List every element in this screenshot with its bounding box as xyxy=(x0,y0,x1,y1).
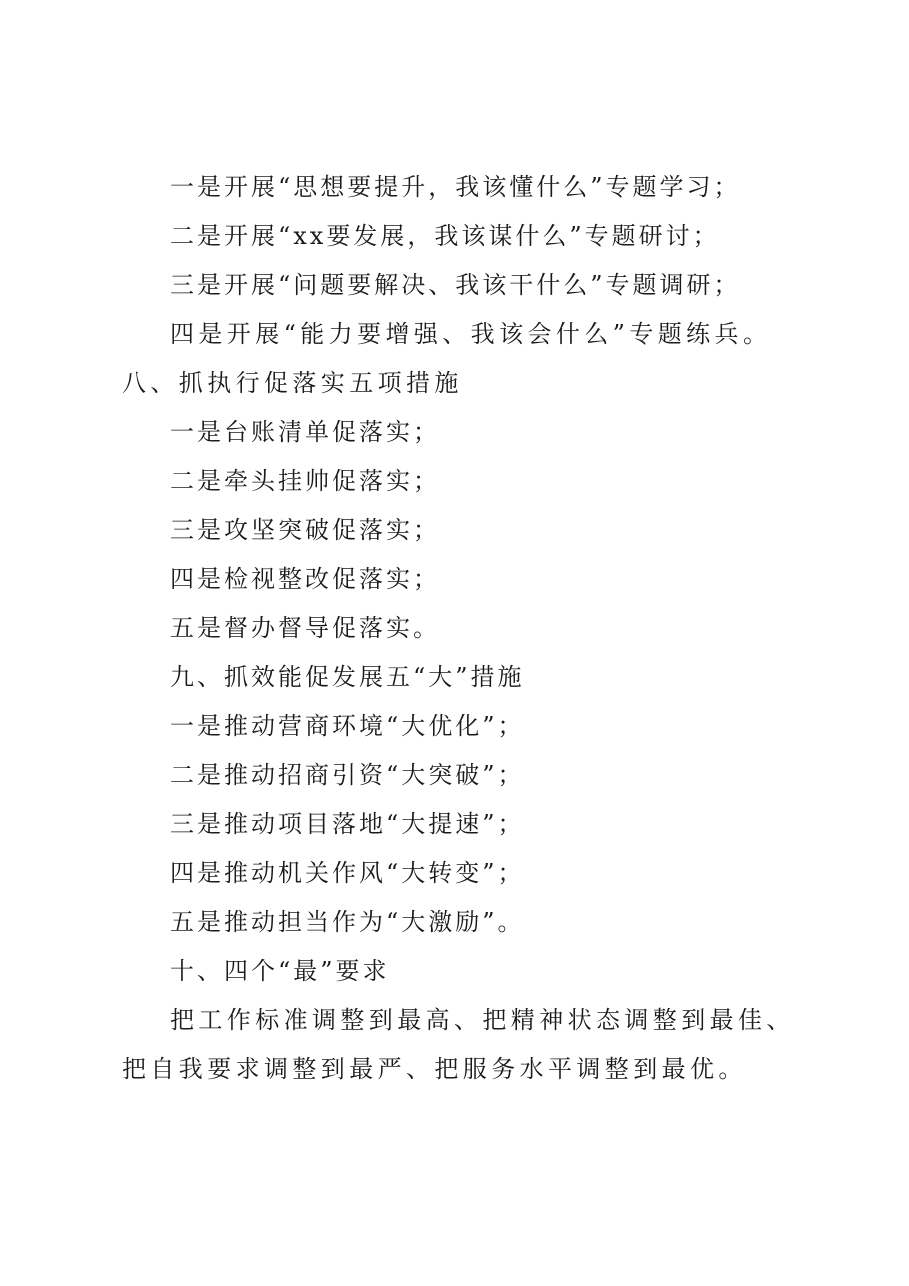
section-heading-9: 九、抓效能促发展五“大”措施 xyxy=(170,663,525,691)
paragraph-1: 一是开展“思想要提升，我该懂什么”专题学习； xyxy=(170,173,741,201)
section-heading-10: 十、四个“最”要求 xyxy=(170,957,390,985)
document-body xyxy=(122,163,802,1094)
paragraph-17: 把工作标准调整到最高、把精神状态调整到最佳、把自我要求调整到最严、把服务水平调整到最优。 xyxy=(122,1006,795,1083)
paragraph-6: 二是牵头挂帅促落实； xyxy=(170,467,440,495)
paragraph-4: 四是开展“能力要增强、我该会什么”专题练兵。八、抓执行促落实五项措施 xyxy=(122,320,772,397)
paragraph-12: 二是推动招商引资“大突破”； xyxy=(170,761,525,789)
paragraph-9: 五是督办督导促落实。 xyxy=(170,614,440,642)
paragraph-5: 一是台账清单促落实； xyxy=(170,418,440,446)
paragraph-3: 三是开展“问题要解决、我该干什么”专题调研； xyxy=(170,271,741,299)
paragraph-8: 四是检视整改促落实； xyxy=(170,565,440,593)
paragraph-15: 五是推动担当作为“大激励”。 xyxy=(170,908,525,936)
paragraph-13: 三是推动项目落地“大提速”； xyxy=(170,810,525,838)
paragraph-14: 四是推动机关作风“大转变”； xyxy=(170,859,525,887)
paragraph-2: 二是开展“xx要发展，我该谋什么”专题研讨； xyxy=(170,222,720,250)
paragraph-7: 三是攻坚突破促落实； xyxy=(170,516,440,544)
paragraph-11: 一是推动营商环境“大优化”； xyxy=(170,712,525,740)
